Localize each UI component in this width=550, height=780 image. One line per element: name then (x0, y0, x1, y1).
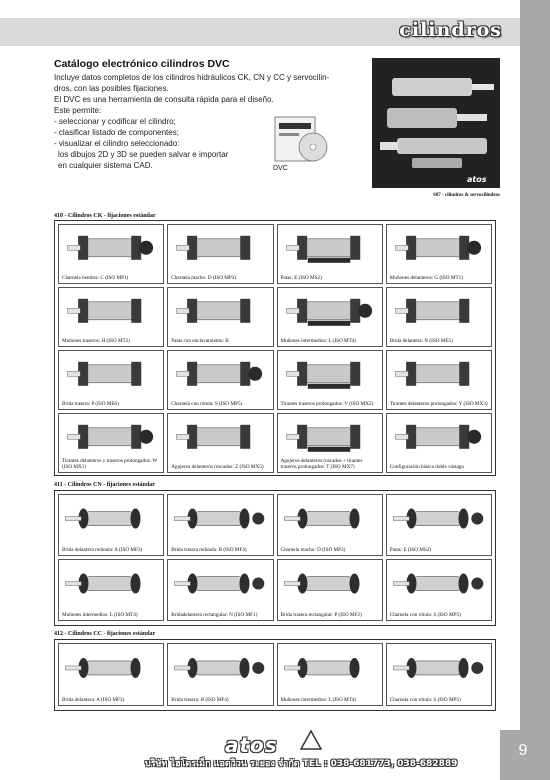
mounting-caption: Brida trasera: P (ISO ME6) (62, 401, 119, 407)
mounting-cell (277, 287, 383, 347)
mounting-cell (58, 494, 164, 556)
photo-atos-logo: atos (467, 175, 487, 184)
mounting-cell (167, 643, 273, 706)
mounting-cell (386, 413, 492, 473)
mounting-caption: Charnela con rótula: S (ISO MP5) (171, 401, 243, 407)
right-margin-bar (520, 0, 550, 780)
ck-mounting-grid (54, 220, 496, 476)
dvc-label: DVC (273, 165, 288, 172)
mounting-cell (58, 413, 164, 473)
mounting-caption: Brida trasera redonda: B (ISO MF4) (171, 547, 247, 553)
intro-line: en cualquier sistema CAD. (58, 161, 153, 170)
photo-caption: S07 - cilindros & servocilindros (432, 193, 500, 198)
section-title: 410 - Cilindros CK - fijaciones estándar (54, 213, 156, 219)
mounting-cell (277, 413, 383, 473)
mounting-cell (386, 224, 492, 284)
mounting-caption: Charnela con rótula: S (ISO MP5) (389, 612, 461, 618)
intro-line: El DVC es una herramienta de consulta rápida para el diseño. (54, 95, 274, 104)
intro-line: Incluye datos completos de los cilindros hidráulicos CK, CN y CC y servocilin- (54, 73, 330, 82)
mounting-caption: Muñones intermedios: L (ISO MT4) (62, 612, 138, 618)
intro-title: Catálogo electrónico cilindros DVC (54, 58, 230, 70)
mounting-cell (277, 494, 383, 556)
mounting-caption: Muñones delanteros: G (ISO MT1) (389, 275, 463, 281)
mounting-caption: Bridadelantera rectangular: N (ISO MF1) (171, 612, 258, 618)
mounting-caption: Patas con enclavamiento: K (171, 338, 230, 344)
mounting-cell (167, 559, 273, 621)
section-title: 412 - Cilindros CC - fijaciones estándar (54, 631, 156, 637)
mounting-cell (167, 494, 273, 556)
mounting-caption: Agujeros delanteros roscados + tirantes traseros prolongados: T (ISO MX7) (280, 458, 363, 470)
mounting-cell (386, 287, 492, 347)
atos-logo: atos (225, 733, 278, 757)
mounting-cell (386, 350, 492, 410)
page-number: 9 (518, 742, 528, 759)
mounting-caption: Muñones intermedios: L (ISO MT4) (280, 697, 357, 703)
intro-line: dros, con las posibles fijaciones. (54, 84, 169, 93)
mounting-caption: Patas: E (ISO MS2) (280, 275, 322, 281)
mounting-cell (58, 350, 164, 410)
page-title: cilindros (399, 19, 502, 41)
mounting-caption: Agujeros delanteros roscados: Z (ISO MX5) (171, 464, 264, 470)
atos-triangle-icon (300, 730, 322, 755)
mounting-caption: Patas: E (ISO MS2) (389, 547, 432, 553)
mounting-cell (58, 224, 164, 284)
mounting-caption: Charnela macho: D (ISO MP3) (280, 547, 346, 553)
mounting-caption: Brida delantera: A (ISO MF3) (62, 697, 125, 703)
intro-line: - visualizar el cilindro seleccionado: (54, 139, 180, 148)
mounting-caption: Brida delantera: N (ISO ME5) (389, 338, 453, 344)
mounting-cell (277, 224, 383, 284)
cc-mounting-grid (54, 639, 496, 711)
cylinder-photo (372, 58, 500, 188)
mounting-caption: Tirantes delanteros prolongados: Y (ISO MX3) (389, 401, 488, 407)
cn-mounting-grid (54, 490, 496, 626)
mounting-cell (386, 559, 492, 621)
mounting-caption: Configuración básica doble vástago (389, 464, 464, 470)
intro-line: - clasificar listado de componentes; (54, 128, 179, 137)
dvc-cd-icon (273, 115, 331, 169)
intro-line: - seleccionar y codificar el cilindro; (54, 117, 176, 126)
mounting-cell (167, 413, 273, 473)
mounting-caption: Brida trasera: B (ISO MF4) (171, 697, 229, 703)
mounting-caption: Brida trasera rectangular: P (ISO MF2) (280, 612, 362, 618)
mounting-cell (58, 559, 164, 621)
mounting-caption: Charnela hembra: C (ISO MP1) (62, 275, 129, 281)
mounting-cell (277, 643, 383, 706)
mounting-cell (58, 287, 164, 347)
mounting-cell (167, 224, 273, 284)
mounting-cell (277, 350, 383, 410)
mounting-cell (58, 643, 164, 706)
mounting-caption: Charnela con rótula: S (ISO MP5) (389, 697, 461, 703)
mounting-cell (386, 494, 492, 556)
mounting-caption: Brida delantera redonda: A (ISO MF3) (62, 547, 143, 553)
mounting-caption: Muñones traseros: H (ISO MT2) (62, 338, 131, 344)
intro-line: Este permite: (54, 106, 102, 115)
intro-line: los dibujos 2D y 3D se pueden salvar e importar (58, 150, 229, 159)
mounting-caption: Tirantes traseros prolongados: V (ISO MX2) (280, 401, 374, 407)
mounting-cell (277, 559, 383, 621)
company-contact-line: บริษัท ไฮโดรเม็ก แอดวิวน ระยอง จำกัด TEL : 038-681773, 038-682889 (145, 759, 458, 769)
mounting-caption: Charnela macho: D (ISO MP3) (171, 275, 237, 281)
mounting-cell (386, 643, 492, 706)
mounting-cell (167, 350, 273, 410)
section-title: 411 - Cilindros CN - fijaciones estándar (54, 482, 155, 488)
mounting-caption: Tirantes delanteros y traseros prolongados: W (ISO MX1) (62, 458, 158, 470)
mounting-caption: Muñones intermedios: L (ISO MT4) (280, 338, 357, 344)
mounting-cell (167, 287, 273, 347)
